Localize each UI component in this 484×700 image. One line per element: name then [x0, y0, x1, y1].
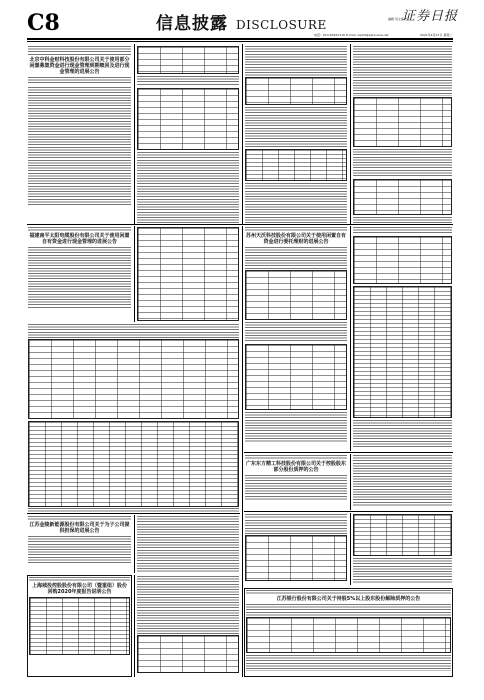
article-title: 福建南平太阳电缆股份有限公司关于使用闲置自有资金进行现金管理的进展公告 [29, 233, 130, 245]
article-title: 江苏银行股份有限公司关于持股5%以上股东股份解除质押的公告 [276, 596, 421, 602]
article-continued-text [352, 45, 453, 223]
data-table [28, 339, 239, 419]
article-tianwo-tech-tables [352, 226, 453, 451]
column-divider [350, 454, 351, 510]
article-dongfang-precision [244, 454, 348, 510]
column-divider [134, 515, 135, 573]
data-table [353, 236, 452, 284]
column-divider [350, 226, 351, 451]
data-table [353, 179, 452, 215]
newspaper-logo: 证券日报 [402, 9, 459, 24]
article-shanghai-chengtou [27, 575, 132, 677]
data-table [28, 421, 239, 507]
article-title: 江苏金陵新能源股份有限公司关于为子公司提供担保的进展公告 [29, 522, 130, 534]
section-title: 信息披露 [156, 14, 228, 34]
masthead-rule [27, 38, 453, 40]
masthead [0, 0, 484, 44]
article-tianwo-tech [244, 226, 348, 451]
article-title: 上海城投控股股份有限公司（暨重组）股份回购2020年度报告说明公告 [31, 583, 127, 595]
column-divider [242, 44, 243, 224]
article-title: 北京中科金财科技股份有限公司关于使用部分闲置募集资金进行现金管理到期赎回及进行现金管理的进展公告 [29, 57, 130, 75]
section-divider [27, 224, 453, 225]
issue-date: 2021年4月27日 星期二 [420, 33, 453, 37]
column-divider [134, 575, 135, 677]
data-table [353, 97, 452, 147]
data-table [137, 88, 239, 150]
article-dongfang-precision-continued [352, 454, 453, 510]
wealth-products-table [27, 420, 240, 512]
article-pledge-notice [244, 513, 348, 585]
section-divider [244, 511, 453, 512]
article-jinling-energy [27, 515, 132, 573]
page-number: C8 [27, 10, 60, 36]
article-jinling-energy-continued [136, 515, 240, 573]
article-nanping-cable-table [136, 226, 240, 322]
article-zhongke-jincai [27, 45, 132, 223]
article-pledge-notice-continued [352, 513, 453, 585]
column-divider [134, 226, 135, 322]
data-table [245, 270, 347, 320]
editor-credit: 编辑 吴主编 [388, 17, 404, 21]
section-divider [244, 452, 453, 453]
column-divider [350, 513, 351, 585]
article-continued-text [244, 45, 348, 223]
column-divider [350, 44, 351, 224]
data-table [245, 535, 347, 581]
section-title-english: DISCLOSURE [236, 18, 327, 32]
column-divider [134, 44, 135, 224]
data-table [29, 597, 130, 655]
data-table [353, 514, 452, 556]
investment-table [27, 323, 240, 419]
article-nanping-cable [27, 226, 132, 322]
data-table [137, 227, 239, 321]
article-zhongke-jincai-continued [136, 45, 240, 223]
data-table [245, 344, 347, 410]
data-table [246, 617, 451, 653]
data-table [137, 46, 239, 74]
data-table [245, 77, 347, 105]
contact-line: 电话：010-83251716 E-mail: zqrb9@zqrb.sina.net [314, 33, 389, 37]
section-divider [27, 513, 240, 514]
article-title: 广东东方精工科技股份有限公司关于控股股东部分股份质押的公告 [246, 461, 347, 473]
data-table [137, 635, 239, 673]
article-jiangsu-bank [244, 588, 453, 677]
data-table [353, 286, 452, 418]
data-table [245, 149, 347, 181]
column-divider [242, 226, 243, 677]
masthead-rule-thin [27, 41, 453, 42]
article-title: 苏州天沃科技股份有限公司关于使用闲置自有资金进行委托理财的进展公告 [246, 233, 347, 245]
article-shanghai-chengtou-continued [136, 575, 240, 677]
